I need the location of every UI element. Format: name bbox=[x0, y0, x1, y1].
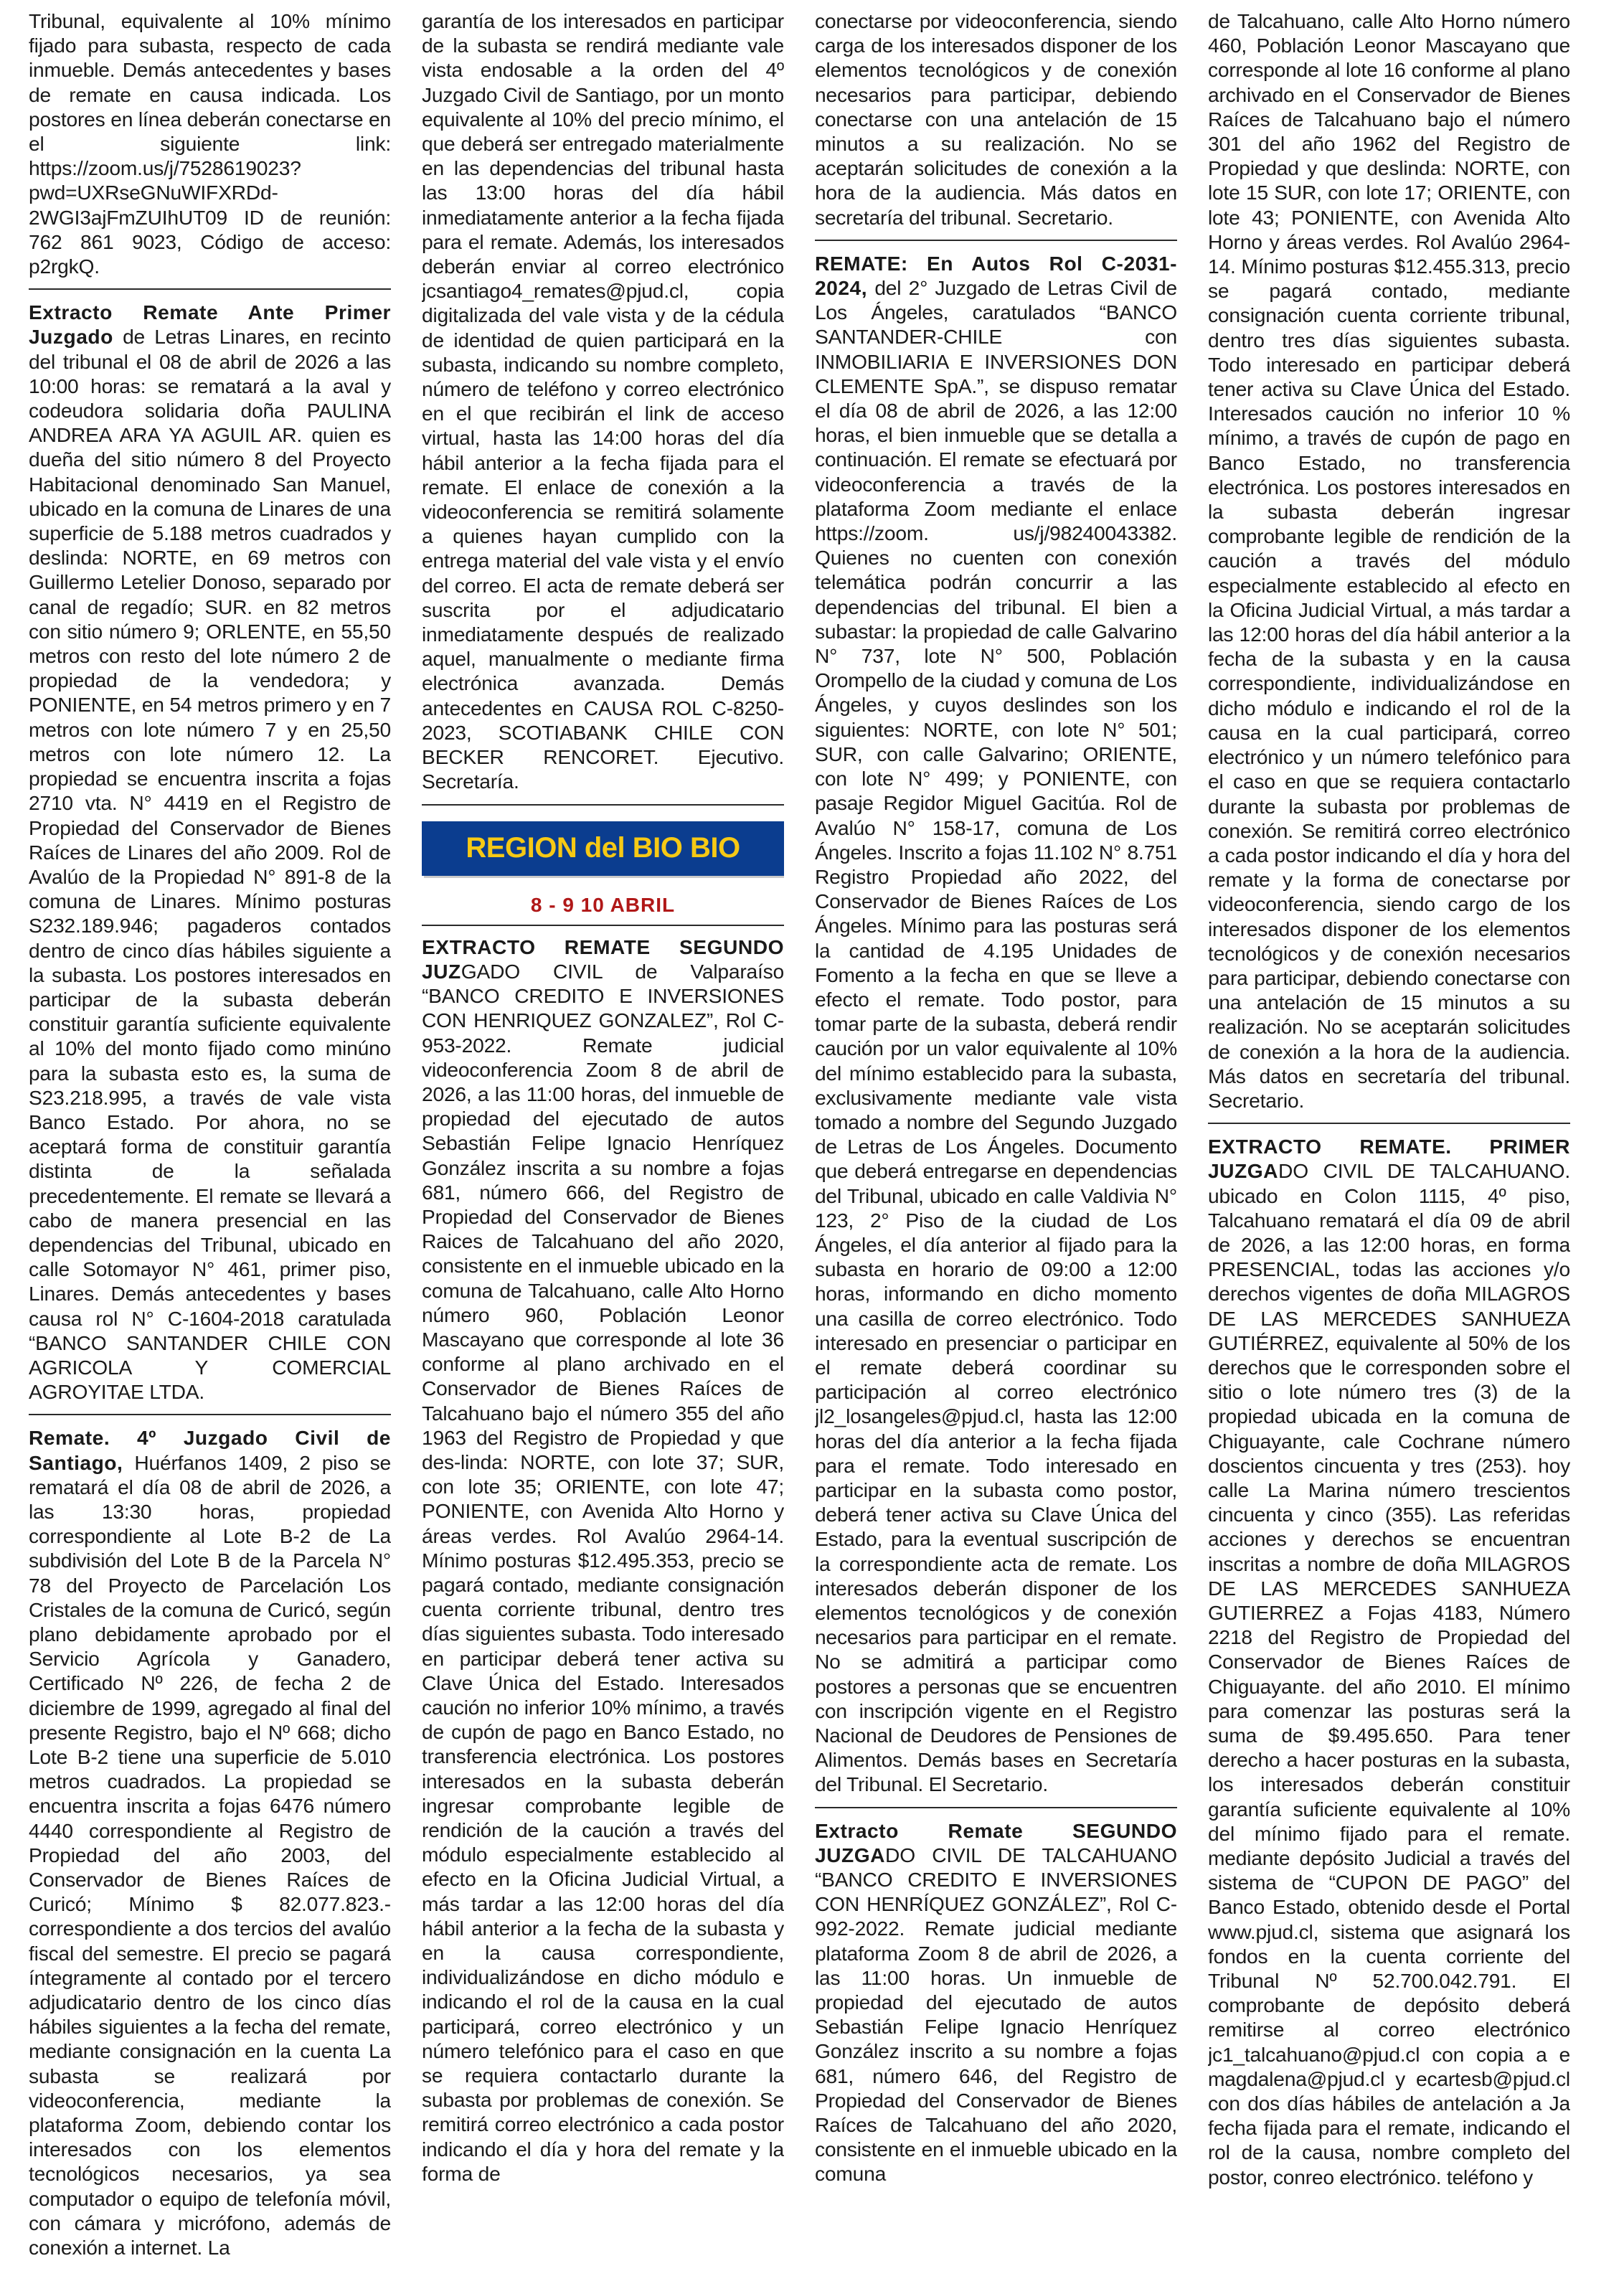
notice-divider bbox=[815, 1807, 1177, 1808]
notice-continuation bbox=[422, 9, 784, 794]
notice-body: REMATE: En Autos Rol C-2031-2024, del 2° Juzgado de Letras Civil de Los Ángeles, caratulados “BANCO SANTANDER-CHILE con INMOBILIARIA E INVERSIONES DON CLEMENTE SpA.”, se dispuso rematar el día 08 de abril de 2026, a las 12:00 horas, el bien inmueble que se detalla a continuación. El remate se efectuará por videoconferencia a través de la plataforma Zoom mediante el enlace https://zoom. us/j/98240043382. Quienes no cuenten con conexión telemática podrán concurrir a las dependencias del tribunal. El bien a subastar: la propiedad de calle Galvarino N° 737, lote N° 500, Población Orompello de la ciudad y comuna de Los Ángeles, y cuyos deslindes son los siguientes: NORTE, con lote N° 501; SUR, con calle Galvarino; ORIENTE, con lote N° 499; y PONIENTE, con pasaje Regidor Miguel Gacitúa. Rol de Avalúo N° 158-17, comuna de Los Ángeles. Inscrito a fojas 11.102 N° 8.751 Registro Propiedad año 2022, del Conservador de Bienes Raíces de Los Ángeles. Mínimo para las posturas será la cantidad de 4.195 Unidades de Fomento a la fecha en que se lleve a efecto el remate. Todo postor, para tomar parte de la subasta, deberá rendir caución por un valor equivalente al 10% del mínimo establecido para la subasta, exclusivamente mediante vale vista tomado a nombre del Segundo Juzgado de Letras de Los Ángeles. Documento que deberá entregarse en dependencias del Tribunal, ubicado en calle Valdivia N° 123, 2° Piso de la ciudad de Los Ángeles, el día anterior al fijado para la subasta en horario de 09:00 a 12:00 horas, informando en dicho momento una casilla de correo electrónico. Todo interesado en presenciar o participar en el remate deberá coordinar su participación al correo electrónico jl2_losangeles@pjud.cl, hasta las 12:00 horas del día anterior a la fecha fijada para el remate. Todo interesado en participar en la subasta como postor, deberá tener activa su Clave Única del Estado, para la eventual suscripción de la correspondiente acta de remate. Los interesados deberán disponer de los elementos tecnológicos y de conexión necesarios para participar en el remate. No se admitirá a participar como postores a personas que se encuentren con inscripción vigente en el Registro Nacional de Deudores de Pensiones de Alimentos. Demás bases en Secretaría del Tribunal. El Secretario. bbox=[815, 251, 1177, 1796]
notice-heading: Extracto Remate SEGUNDO JUZGA bbox=[815, 1818, 1177, 1866]
notice-divider bbox=[422, 925, 784, 926]
notice-heading: Remate. 4º Juzgado Civil de Santiago, bbox=[29, 1426, 391, 1474]
notice-body: garantía de los interesados en participar de la subasta se rendirá mediante vale vista endosable a la orden del 4º Juzgado Civil de Santiago, por un monto equivalente al 10% del precio mínimo, el que deberá ser entregado materialmente en las dependencias del tribunal hasta las 13:00 horas del día hábil inmediatamente anterior a la fecha fijada para el remate. Además, los interesados deberán enviar al correo electrónico jcsantiago4_remates@pjud.cl, copia digitalizada del vale vista y de la cédula de identidad de quien participará en la subasta, indicando su nombre completo, número de teléfono y correo electrónico en el que recibirán el link de acceso virtual, hasta las 14:00 horas del día hábil anterior a la fecha fijada para el remate. El enlace de conexión a la videoconferencia se remitirá solamente a quienes hayan cumplido con la entrega material del vale vista y el envío del correo. El acta de remate deberá ser suscrita por el adjudicatario inmediatamente después de realizado aquel, manualmente o mediante firma electrónica avanzada. Demás antecedentes en CAUSA ROL C-8250-2023, SCOTIABANK CHILE CON BECKER RENCORET. Ejecutivo. Secretaría. bbox=[422, 9, 784, 793]
region-banner bbox=[422, 821, 784, 876]
notice-body: Extracto Remate Ante Primer Juzgado de Letras Linares, en recinto del tribunal el 08 de abril de 2026 a las 10:00 horas: se rematará a la aval y codeudora solidaria doña PAULINA ANDREA ARA YA AGUIL AR. quien es dueña del sitio número 8 del Proyecto Habitacional denominado San Manuel, ubicado en la comuna de Linares de una superficie de 5.188 metros cuadrados y deslinda: NORTE, en 69 metros con Guillermo Letelier Donoso, separado por canal de regadío; SUR. en 82 metros con sitio número 9; ORLENTE, en 55,50 metros con resto del lote número 2 de propiedad de la vendedora; y PONIENTE, en 54 metros primero y en 7 metros con lote número 7 y en 25,50 metros con lote número 12. La propiedad se encuentra inscrita a fojas 2710 vta. N° 4419 en el Registro de Propiedad del Conservador de Bienes Raíces de Linares del año 2009. Rol de Avalúo de la Propiedad N° 891-8 de la comuna de Linares. Mínimo posturas S232.189.946; pagaderos contados dentro de cinco días hábiles siguiente a la subasta. Los postores interesados en participar de la subasta deberán constituir garantía suficiente equivalente al 10% del monto fijado como minúno para la subasta esto es, la suma de S23.218.995, a través de vale vista Banco Estado. Por ahora, no se aceptará forma de constituir garantía distinta de la señalada precedentemente. El remate se llevará a cabo de manera presencial en las dependencias del Tribunal, ubicado en calle Sotomayor N° 461, primer piso, Linares. Demás antecedentes y bases causa rol N° C-1604-2018 caratulada “BANCO SANTANDER CHILE CON AGRICOLA Y COMERCIAL AGROYITAE LTDA. bbox=[29, 301, 391, 1404]
notice-continuation bbox=[29, 9, 391, 278]
notice-divider bbox=[29, 288, 391, 290]
column-4 bbox=[1208, 9, 1570, 2268]
region-banner-title: REGION del BIO BIO bbox=[466, 832, 740, 864]
notice-continuation bbox=[1208, 9, 1570, 1113]
notice-divider bbox=[1208, 1123, 1570, 1124]
notice-body: Remate. 4º Juzgado Civil de Santiago, Huérfanos 1409, 2 piso se rematará el día 08 de abril de 2026, a las 13:30 horas, propiedad correspondiente al Lote B-2 de La subdivisión del Lote B de la Parcela N° 78 del Proyecto de Parcelación Los Cristales de la comuna de Curicó, según plano debidamente aprobado por el Servicio Agrícola y Ganadero, Certificado Nº 226, de fecha 2 de diciembre de 1999, agregado al final del presente Registro, bajo el Nº 668; dicho Lote B-2 tiene una superficie de 5.010 metros cuadrados. La propiedad se encuentra inscrita a fojas 6476 número 4440 correspondiente al Registro de Propiedad del año 2003, del Conservador de Bienes Raíces de Curicó; Mínimo $ 82.077.823.- correspondiente a dos tercios del avalúo fiscal del semestre. El precio se pagará íntegramente al contado por el tercero adjudicatario dentro de los cinco días hábiles siguientes a la fecha del remate, mediante consignación en la cuenta La subasta se realizará por videoconferencia, mediante la plataforma Zoom, debiendo contar los interesados con los elementos tecnológicos necesarios, ya sea computador o equipo de telefonía móvil, con cámara y micrófono, además de conexión a internet. La bbox=[29, 1426, 391, 2260]
notice-talcahuano-segundo bbox=[815, 1818, 1177, 2186]
notice-talcahuano-primer bbox=[1208, 1134, 1570, 2189]
notice-body: Tribunal, equivalente al 10% mínimo fijado para subasta, respecto de cada inmueble. Demás antecedentes y bases de remate en causa indicada. Los postores en línea deberán conectarse en el siguiente link: https://zoom.us/j/7528619023?pwd=UXRseGNuWIFXRDd-2WGI3ajFmZUIhUT09 ID de reunión: 762 861 9023, Código de acceso: p2rgkQ. bbox=[29, 9, 391, 278]
notice-body: EXTRACTO REMATE SEGUNDO JUZGADO CIVIL de Valparaíso “BANCO CREDITO E INVERSIONES CON HENRIQUEZ GONZALEZ”, Rol C-953-2022. Remate judicial videoconferencia Zoom 8 de abril de 2026, a las 11:00 horas, del inmueble de propiedad del ejecutado de autos Sebastián Felipe Ignacio Henríquez González inscrita a su nombre a fojas 681, número 666, del Registro de Propiedad del Conservador de Bienes Raices de Talcahuano del año 2020, consistente en el inmueble ubicado en la comuna de Talcahuano, calle Alto Horno número 960, Población Leonor Mascayano que corresponde al lote 36 conforme al plano archivado en el Conservador de Bienes Raíces de Talcahuano bajo el número 355 del año 1963 del Registro de Propiedad y que des-linda: NORTE, con lote 37; SUR, con lote 35; ORIENTE, con lote 47; PONIENTE, con Avenida Alto Horno y áreas verdes. Rol Avalúo 2964-14. Mínimo posturas $12.495.353, precio se pagará contado, mediante consignación cuenta corriente tribunal, dentro tres días siguientes subasta. Todo interesado en participar deberá tener activa su Clave Única del Estado. Interesados caución no inferior 10% mínimo, a través de cupón de pago en Banco Estado, no transferencia electrónica. Los postores interesados en la subasta deberán ingresar comprobante legible de rendición de la caución a través del módulo especialmente establecido al efecto en la Oficina Judicial Virtual, a más tardar a las 12:00 horas del día hábil anterior a la fecha de la subasta y en la causa correspondiente, individualizándose en dicho módulo e indicando el rol de la causa en la cual participará, correo electrónico y un número telefónico para el caso en que se requiera contactarlo durante la subasta por problemas de conexión. Se remitirá correo electrónico a cada postor indicando el día y hora del remate y la forma de bbox=[422, 935, 784, 2185]
notice-body: Extracto Remate SEGUNDO JUZGADO CIVIL DE TALCAHUANO “BANCO CREDITO E INVERSIONES CON HENRÍQUEZ GONZÁLEZ”, Rol C-992-2022. Remate judicial mediante plataforma Zoom 8 de abril de 2026, a las 11:00 horas. Un inmueble de propiedad del ejecutado de autos Sebastián Felipe Ignacio Henríquez González inscrito a su nombre a fojas 681, número 646, del Registro de Propiedad del Conservador de Bienes Raíces de Talcahuano del año 2020, consistente en el inmueble ubicado en la comuna bbox=[815, 1818, 1177, 2186]
notice-body: de Talcahuano, calle Alto Horno número 460, Población Leonor Mascayano que corresponde al lote 16 conforme al plano archivado en el Conservador de Bienes Raíces de Talcahuano bajo el número 301 del año 1962 del Registro de Propiedad y que deslinda: NORTE, con lote 15 SUR, con lote 17; ORIENTE, con lote 43; PONIENTE, con Avenida Alto Horno y áreas verdes. Rol Avalúo 2964-14. Mínimo posturas $12.455.313, precio se pagará contado, mediante consignación cuenta corriente tribunal, dentro tres días siguientes subasta. Todo interesado en participar deberá tener activa su Clave Única del Estado. Interesados caución no inferior 10 % mínimo, a través de cupón de pago en Banco Estado, no transferencia electrónica. Los postores interesados en la subasta deberán ingresar comprobante legible de rendición de la caución a través del módulo especialmente establecido al efecto en la Oficina Judicial Virtual, a más tardar a las 12:00 horas del día hábil anterior a la fecha de la subasta y en la causa correspondiente, individualizándose en dicho módulo e indicando el rol de la causa en la cual participará, correo electrónico y un número telefónico para el caso en que se requiera contactarlo durante la subasta por problemas de conexión. Se remitirá correo electrónico a cada postor indicando el día y hora del remate y la forma de conectarse por videoconferencia, siendo cargo de los interesados disponer de los elementos tecnológicos y de conexión necesarios para participar, debiendo conectarse con una antelación de 15 minutos a su realización. No se aceptarán solicitudes de conexión a la hora de la audiencia. Más datos en secretaría del tribunal. Secretario. bbox=[1208, 9, 1570, 1112]
notice-divider bbox=[29, 1414, 391, 1415]
notice-heading: EXTRACTO REMATE. PRIMER JUZGA bbox=[1208, 1135, 1570, 1183]
notice-divider bbox=[815, 240, 1177, 241]
notice-body: EXTRACTO REMATE. PRIMER JUZGADO CIVIL DE TALCAHUANO. ubicado en Colon 1115, 4º piso, Talcahuano rematará el día 09 de abril de 2026, a las 12:00 horas, en forma PRESENCIAL, todas las acciones y/o derechos vigentes de doña MILAGROS DE LAS MERCEDES SANHUEZA GUTIÉRREZ, equivalente al 50% de los derechos que le corresponden sobre el sitio o lote número tres (3) de la propiedad ubicada en la comuna de Chiguayante, cale Cochrane número doscientos cincuenta y tres (253). hoy calle La Marina número trescientos cincuenta y cinco (355). Las referidas acciones y derechos se encuentran inscritas a nombre de doña MILAGROS DE LAS MERCEDES SANHUEZA GUTIERREZ a Fojas 4183, Número 2218 del Registro de Propiedad del Conservador de Bienes Raíces de Chiguayante. del año 2010. El mínimo para comenzar las posturas será la suma de $9.495.650. Para tener derecho a hacer posturas en la subasta, los interesados deberán constituir garantía suficiente equivalente al 10% del mínimo fijado para el remate. mediante depósito Judicial a través del sistema de “CUPON DE PAGO” del Banco Estado, obtenido desde el Portal www.pjud.cl, sistema que asignará los fondos en la cuenta corriente del Tribunal Nº 52.700.042.791. El comprobante de depósito deberá remitirse al correo electrónico jc1_talcahuano@pjud.cl con copia a e magdalena@pjud.cl y ecartesb@pjud.cl con dos días hábiles de antelación a Ja fecha fijada para el remate, indicando el rol de la causa, nombre completo del postor, conreo electrónico. teléfono y bbox=[1208, 1135, 1570, 2189]
notice-body: conectarse por videoconferencia, siendo carga de los interesados disponer de los elementos tecnológicos y de conexión necesarios para participar, debiendo conectarse con una antelación de 15 minutos a su realización. No se aceptarán solicitudes de conexión a la hora de la audiencia. Más datos en secretaría del tribunal. Secretario. bbox=[815, 9, 1177, 229]
region-dates: 8 - 9 10 ABRIL bbox=[530, 893, 676, 916]
notice-linares-remate bbox=[29, 300, 391, 1404]
notice-heading: REMATE: En Autos Rol C-2031-2024, bbox=[815, 251, 1177, 300]
column-1 bbox=[29, 9, 391, 2268]
notice-heading: EXTRACTO REMATE SEGUNDO JUZ bbox=[422, 935, 784, 983]
notice-los-angeles-remate bbox=[815, 251, 1177, 1797]
notice-valparaiso-remate bbox=[422, 935, 784, 2186]
notice-divider bbox=[422, 804, 784, 806]
column-3 bbox=[815, 9, 1177, 2268]
notice-continuation bbox=[815, 9, 1177, 230]
notice-santiago-remate bbox=[29, 1425, 391, 2260]
notice-heading: Extracto Remate Ante Primer Juzgado bbox=[29, 301, 391, 349]
column-2 bbox=[422, 9, 784, 2268]
